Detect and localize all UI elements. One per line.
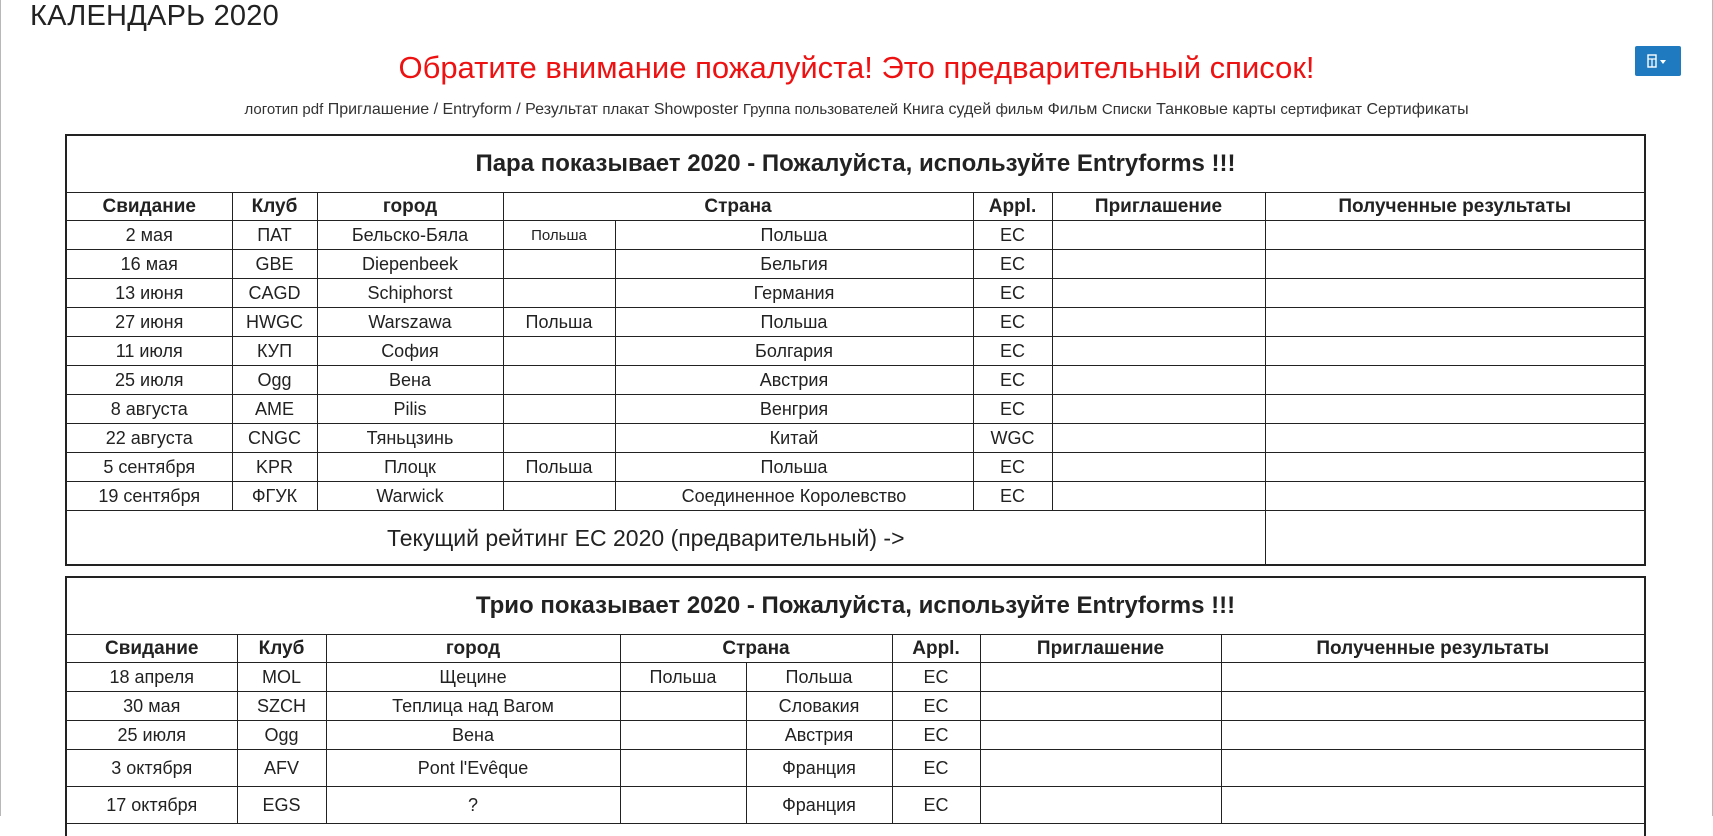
table-row — [67, 308, 1644, 337]
city-cell: Вена — [317, 366, 503, 395]
table-row — [67, 337, 1644, 366]
date-cell: 8 августа — [67, 395, 232, 424]
layout-dropdown-icon — [1647, 54, 1669, 68]
region-cell: Польша — [503, 308, 615, 337]
country-cell: Словакия — [746, 692, 892, 721]
col-club: Клуб — [237, 635, 326, 663]
results-cell — [1265, 424, 1644, 453]
appl-cell: EC — [973, 395, 1052, 424]
col-date: Свидание — [67, 635, 237, 663]
invitation-cell — [1052, 279, 1265, 308]
pairs-section — [65, 134, 1646, 566]
table-row — [67, 395, 1644, 424]
col-city: город — [326, 635, 620, 663]
link-film[interactable]: фильм — [995, 101, 1044, 118]
invitation-cell — [1052, 395, 1265, 424]
layout-menu-button[interactable] — [1635, 46, 1681, 76]
appl-cell: EC — [973, 279, 1052, 308]
club-cell: AFV — [237, 750, 326, 787]
link-certificate[interactable]: сертификат — [1280, 101, 1363, 118]
date-cell: 22 августа — [67, 424, 232, 453]
invitation-cell — [1052, 482, 1265, 511]
region-cell: Польша — [503, 453, 615, 482]
invitation-cell — [1052, 337, 1265, 366]
pairs-table — [67, 193, 1644, 565]
results-cell — [1265, 395, 1644, 424]
club-cell: MOL — [237, 663, 326, 692]
results-cell — [1265, 308, 1644, 337]
results-cell — [1221, 721, 1644, 750]
page-title: КАЛЕНДАРЬ 2020 — [30, 0, 279, 32]
rating-result-cell — [1265, 511, 1644, 566]
table-row — [67, 221, 1644, 250]
results-cell — [1265, 250, 1644, 279]
col-results: Полученные результаты — [1221, 635, 1644, 663]
pairs-title: Пара показывает 2020 - Пожалуйста, используйте Entryforms !!! — [67, 136, 1644, 193]
club-cell: Ogg — [237, 721, 326, 750]
rating-row — [67, 511, 1644, 566]
country-cell: Китай — [615, 424, 973, 453]
country-cell: Польша — [615, 453, 973, 482]
country-cell: Венгрия — [615, 395, 973, 424]
country-cell: Польша — [746, 663, 892, 692]
appl-cell: EC — [973, 453, 1052, 482]
country-cell: Бельгия — [615, 250, 973, 279]
date-cell: 2 мая — [67, 221, 232, 250]
country-cell: Польша — [615, 221, 973, 250]
trios-table — [67, 635, 1644, 824]
city-cell: Вена — [326, 721, 620, 750]
results-cell — [1221, 750, 1644, 787]
col-appl: Appl. — [973, 193, 1052, 221]
region-cell — [503, 395, 615, 424]
appl-cell: EC — [892, 663, 980, 692]
appl-cell: EC — [892, 721, 980, 750]
link-user-group[interactable]: Группа пользователей — [742, 101, 899, 118]
region-cell: Польша — [503, 221, 615, 250]
club-cell: KPR — [232, 453, 317, 482]
link-judges-book[interactable]: Книга судей — [902, 101, 992, 118]
date-cell: 18 апреля — [67, 663, 237, 692]
appl-cell: EC — [973, 337, 1052, 366]
results-cell — [1265, 366, 1644, 395]
city-cell: Pilis — [317, 395, 503, 424]
region-cell — [503, 279, 615, 308]
table-row — [67, 279, 1644, 308]
club-cell: Ogg — [232, 366, 317, 395]
trios-section — [65, 576, 1646, 836]
invitation-cell — [1052, 308, 1265, 337]
trios-title: Трио показывает 2020 - Пожалуйста, используйте Entryforms !!! — [67, 578, 1644, 635]
results-cell — [1265, 482, 1644, 511]
country-cell: Австрия — [746, 721, 892, 750]
region-cell — [503, 424, 615, 453]
date-cell: 5 сентября — [67, 453, 232, 482]
country-cell: Германия — [615, 279, 973, 308]
date-cell: 25 июля — [67, 366, 232, 395]
link-lists[interactable]: Списки — [1101, 101, 1152, 118]
col-country: Страна — [620, 635, 892, 663]
city-cell: Pont l'Evêque — [326, 750, 620, 787]
invitation-cell — [980, 663, 1221, 692]
country-cell: Австрия — [615, 366, 973, 395]
table-row — [67, 692, 1644, 721]
club-cell: КУП — [232, 337, 317, 366]
country-cell: Франция — [746, 750, 892, 787]
region-cell — [503, 250, 615, 279]
date-cell: 17 октября — [67, 787, 237, 824]
city-cell: София — [317, 337, 503, 366]
appl-cell: EC — [892, 750, 980, 787]
notice-text: Обратите внимание пожалуйста! Это предварительный список! — [398, 50, 1315, 85]
col-invitation: Приглашение — [1052, 193, 1265, 221]
results-cell — [1221, 692, 1644, 721]
club-cell: ПАТ — [232, 221, 317, 250]
club-cell: AME — [232, 395, 317, 424]
region-cell: Польша — [620, 663, 746, 692]
table-header-row — [67, 193, 1644, 221]
date-cell: 30 мая — [67, 692, 237, 721]
date-cell: 13 июня — [67, 279, 232, 308]
appl-cell: EC — [892, 692, 980, 721]
appl-cell: EC — [892, 787, 980, 824]
country-cell: Соединенное Королевство — [615, 482, 973, 511]
table-row — [67, 424, 1644, 453]
date-cell: 11 июля — [67, 337, 232, 366]
city-cell: Бельско-Бяла — [317, 221, 503, 250]
results-cell — [1221, 663, 1644, 692]
country-cell: Болгария — [615, 337, 973, 366]
invitation-cell — [980, 750, 1221, 787]
invitation-cell — [980, 692, 1221, 721]
table-row — [67, 721, 1644, 750]
link-poster[interactable]: плакат — [602, 101, 650, 118]
city-cell: Теплица над Вагом — [326, 692, 620, 721]
region-cell — [620, 692, 746, 721]
country-cell: Польша — [615, 308, 973, 337]
invitation-cell — [1052, 424, 1265, 453]
date-cell: 16 мая — [67, 250, 232, 279]
date-cell: 3 октября — [67, 750, 237, 787]
region-cell — [503, 482, 615, 511]
club-cell: CAGD — [232, 279, 317, 308]
col-invitation: Приглашение — [980, 635, 1221, 663]
appl-cell: EC — [973, 250, 1052, 279]
link-invitation-entryform-result[interactable]: Приглашение / Entryform / Результат — [327, 101, 598, 118]
rating-link[interactable]: Текущий рейтинг EC 2020 (предварительный) -> — [67, 511, 1265, 566]
results-cell — [1265, 279, 1644, 308]
region-cell — [503, 337, 615, 366]
region-cell — [503, 366, 615, 395]
club-cell: CNGC — [232, 424, 317, 453]
link-showposter[interactable]: Showposter — [653, 101, 739, 118]
city-cell: Warszawa — [317, 308, 503, 337]
col-appl: Appl. — [892, 635, 980, 663]
link-tank-maps[interactable]: Танковые карты — [1156, 101, 1276, 118]
city-cell: Тяньцзинь — [317, 424, 503, 453]
city-cell: ? — [326, 787, 620, 824]
appl-cell: EC — [973, 308, 1052, 337]
link-logo-pdf[interactable]: логотип pdf — [244, 101, 324, 118]
link-certificates[interactable]: Сертификаты — [1366, 101, 1469, 118]
appl-cell: EC — [973, 366, 1052, 395]
region-cell — [620, 721, 746, 750]
date-cell: 19 сентября — [67, 482, 232, 511]
date-cell: 25 июля — [67, 721, 237, 750]
table-row — [67, 453, 1644, 482]
table-row — [67, 366, 1644, 395]
table-row — [67, 663, 1644, 692]
club-cell: SZCH — [237, 692, 326, 721]
city-cell: Schiphorst — [317, 279, 503, 308]
col-country: Страна — [503, 193, 973, 221]
city-cell: Warwick — [317, 482, 503, 511]
invitation-cell — [1052, 221, 1265, 250]
results-cell — [1265, 337, 1644, 366]
city-cell: Плоцк — [317, 453, 503, 482]
col-results: Полученные результаты — [1265, 193, 1644, 221]
country-cell: Франция — [746, 787, 892, 824]
table-header-row — [67, 635, 1644, 663]
link-film-2[interactable]: Фильм — [1047, 101, 1098, 118]
table-row — [67, 750, 1644, 787]
table-row — [67, 250, 1644, 279]
results-cell — [1265, 221, 1644, 250]
invitation-cell — [1052, 453, 1265, 482]
invitation-cell — [980, 721, 1221, 750]
invitation-cell — [1052, 250, 1265, 279]
city-cell: Щецине — [326, 663, 620, 692]
region-cell — [620, 750, 746, 787]
club-cell: HWGC — [232, 308, 317, 337]
club-cell: ФГУК — [232, 482, 317, 511]
club-cell: GBE — [232, 250, 317, 279]
appl-cell: EC — [973, 482, 1052, 511]
club-cell: EGS — [237, 787, 326, 824]
appl-cell: WGC — [973, 424, 1052, 453]
results-cell — [1265, 453, 1644, 482]
invitation-cell — [1052, 366, 1265, 395]
col-city: город — [317, 193, 503, 221]
nav-links — [0, 101, 1713, 119]
col-date: Свидание — [67, 193, 232, 221]
table-row — [67, 482, 1644, 511]
col-club: Клуб — [232, 193, 317, 221]
date-cell: 27 июня — [67, 308, 232, 337]
city-cell: Diepenbeek — [317, 250, 503, 279]
appl-cell: EC — [973, 221, 1052, 250]
